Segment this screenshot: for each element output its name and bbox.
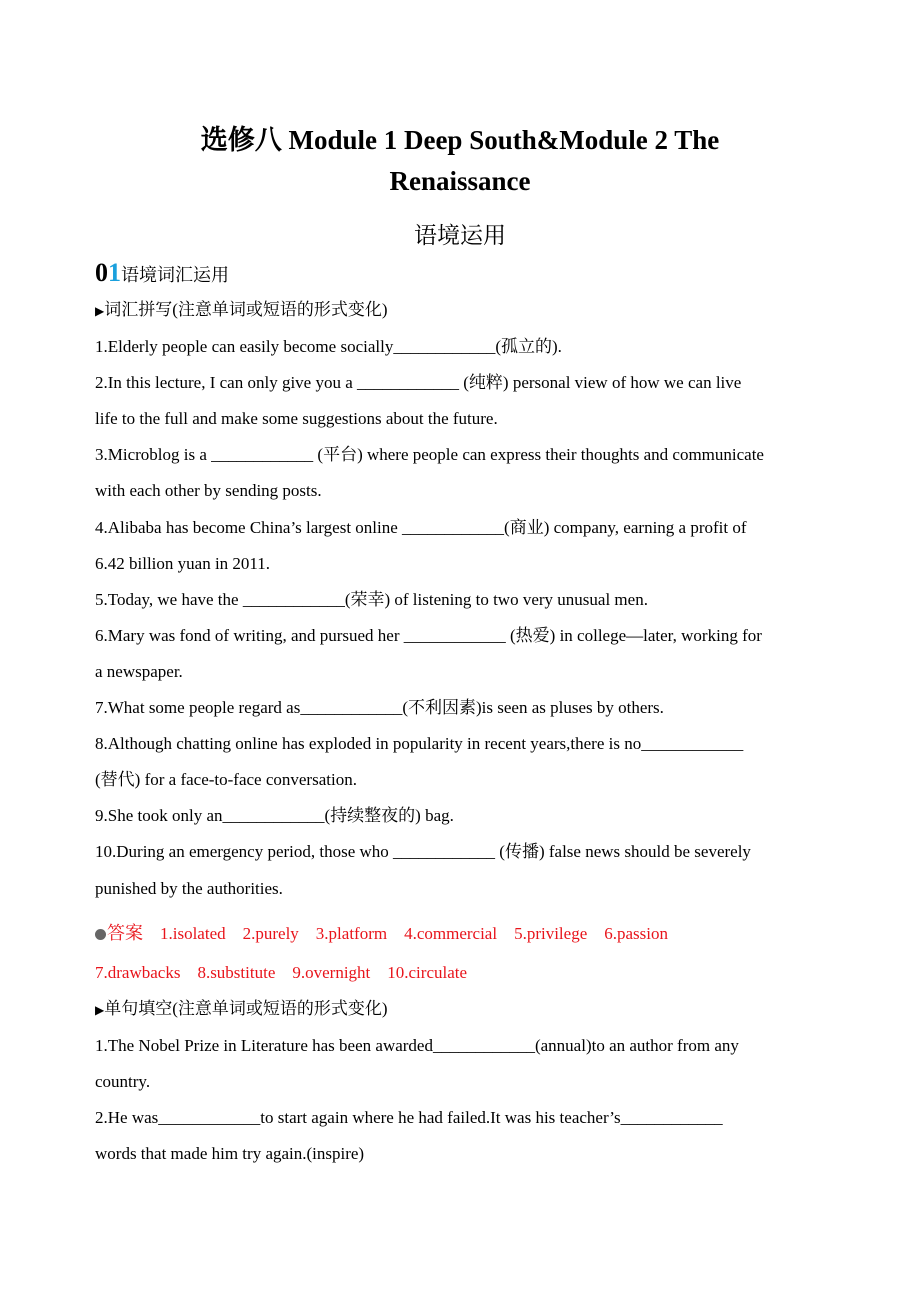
heading-text: 词汇拼写(注意单词或短语的形式变化) [104,300,388,319]
answer-label: 答案 [107,923,143,943]
text-line: 3.Microblog is a ____________ (平台) where people can express their thoughts and communicate [95,445,764,465]
answer-text: 1.isolated 2.purely 3.platform 4.commercial 5.privilege 6.passion [160,924,668,943]
text-line: 2.In this lecture, I can only give you a ____________ (纯粹) personal view of how we can live [95,373,742,393]
section-heading [95,258,229,288]
text-line: 2.He was____________to start again where he had failed.It was his teacher’s____________ [95,1108,723,1128]
text-line: 9.She took only an____________(持续整夜的) bag. [95,806,454,826]
text-line: 1.The Nobel Prize in Literature has been awarded____________(annual)to an author from any [95,1036,739,1055]
text-line: 5.Today, we have the ____________(荣幸) of listening to two very unusual men. [95,589,648,609]
triangle-bullet-icon: ▶ [95,1003,105,1017]
section-label: 语境词汇运用 [121,265,229,285]
part1-heading [95,300,388,321]
text-line: (替代) for a face-to-face conversation. [95,770,357,790]
title-line-2: Renaissance [389,166,531,196]
text-line: words that made him try again.(inspire) [95,1144,365,1164]
answers-line-1 [95,923,668,944]
section-number: 0 [95,258,108,287]
text-line: 7.What some people regard as____________(不利因素)is seen as pluses by others. [95,698,664,717]
answer-icon [95,929,106,940]
title-line-1: 选修八 Module 1 Deep South&Module 2 The [200,125,720,155]
section-number-accent: 1 [108,258,121,287]
answers-line-2: 7.drawbacks 8.substitute 9.overnight 10.circulate [95,963,468,982]
text-line: life to the full and make some suggestions about the future. [95,409,498,429]
subtitle: 语境运用 [414,223,506,248]
text-line: 6.42 billion yuan in 2011. [95,553,271,573]
text-line: a newspaper. [95,661,183,681]
text-line: 6.Mary was fond of writing, and pursued her ____________ (热爱) in college—later, working for [95,625,762,645]
text-line: 8.Although chatting online has exploded in popularity in recent years,there is no____________ [95,734,744,754]
triangle-bullet-icon: ▶ [95,304,105,318]
part2-heading [95,999,388,1020]
heading-text: 单句填空(注意单词或短语的形式变化) [104,999,388,1018]
text-line: punished by the authorities. [95,878,283,898]
text-line: country. [95,1072,151,1092]
text-line: 1.Elderly people can easily become socially____________(孤立的). [95,337,562,356]
text-line: 4.Alibaba has become China’s largest online ____________(商业) company, earning a profit of [95,517,747,537]
text-line: 10.During an emergency period, those who ____________ (传播) false news should be severely [95,842,751,862]
text-line: with each other by sending posts. [95,481,322,501]
